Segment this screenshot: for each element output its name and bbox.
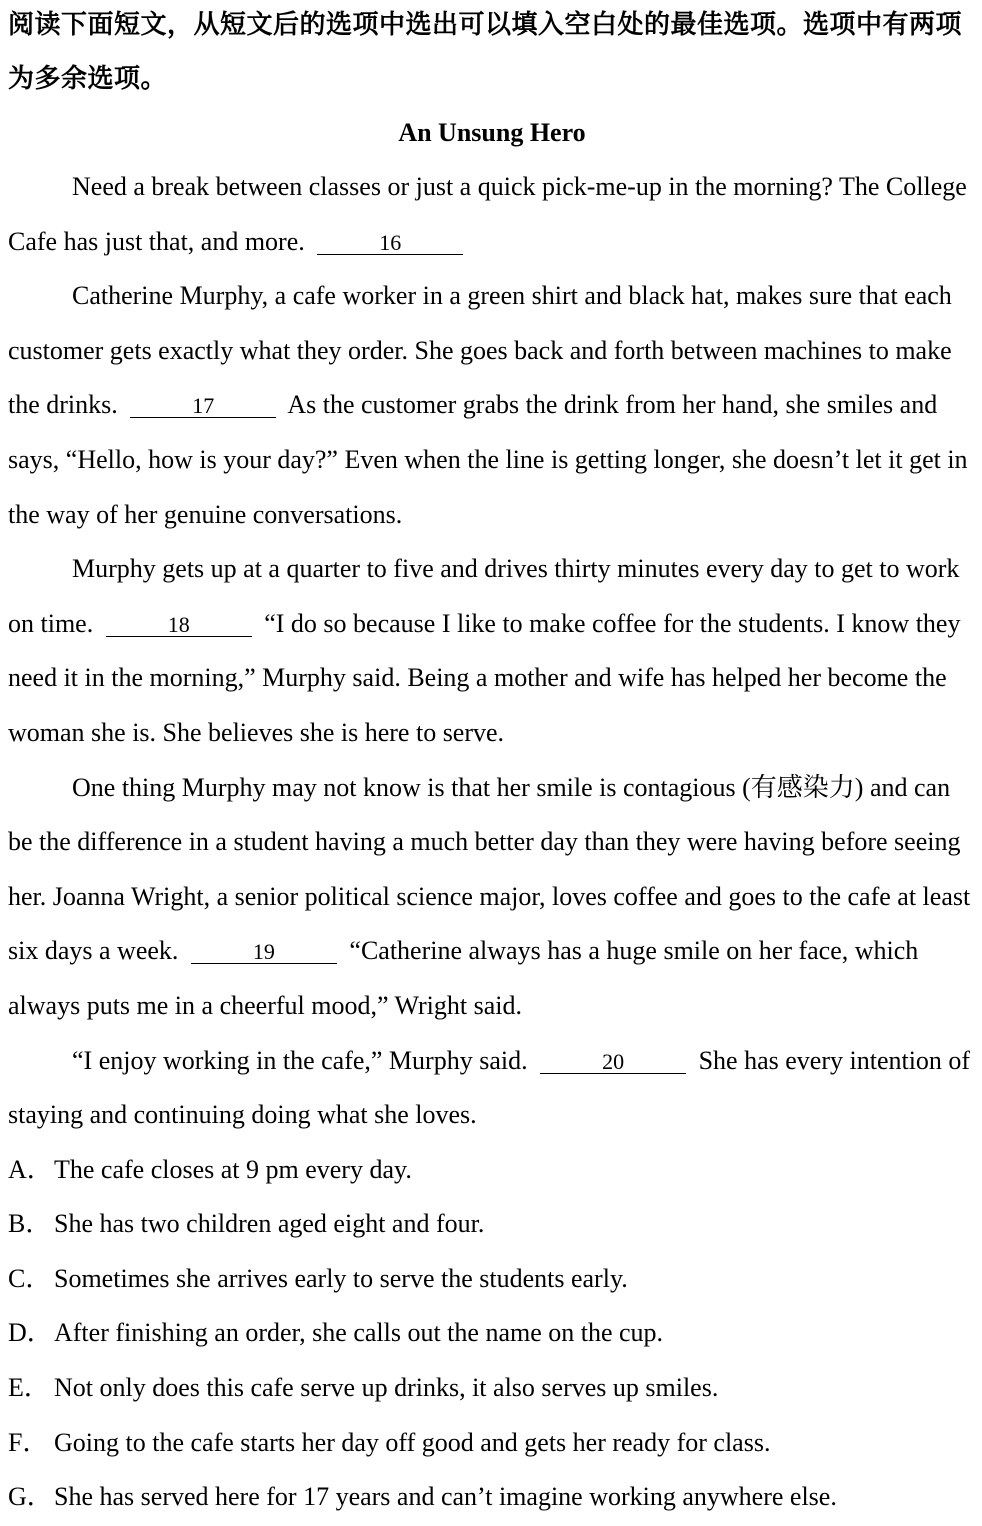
option-d-text: After finishing an order, she calls out the name on the cup. [54,1318,664,1348]
option-e-text: Not only does this cafe serve up drinks, it also serves up smiles. [54,1373,719,1403]
paragraph-5-text-b: She has every intention of staying and continuing doing what she loves. [8,1045,971,1130]
option-d-letter: D． [8,1318,53,1348]
paragraph-2-text-b: As the customer grabs the drink from her hand, she smiles and says, “Hello, how is your day?” Even when the line is getting longer, she doesn’t let it get in the way of her genuine conversations. [8,390,968,529]
instruction-text: 阅读下面短文，从短文后的选项中选出可以填入空白处的最佳选项。选项中有两项为多余选项。 [8,10,963,94]
paragraph-1 [8,160,976,269]
option-d [8,1306,976,1361]
option-g [8,1470,976,1525]
blank-16: 16 [317,232,463,255]
option-b-letter: B． [8,1209,52,1239]
paragraph-5 [8,1034,976,1143]
paragraph-2-text-a: Catherine Murphy, a cafe worker in a green shirt and black hat, makes sure that each customer gets exactly what they order. She goes back and forth between machines to make the drinks. [8,281,952,420]
paragraph-3-text-a: Murphy gets up at a quarter to five and drives thirty minutes every day to get to work on time. [8,554,960,638]
option-a-text: The cafe closes at 9 pm every day. [54,1154,412,1184]
option-e [8,1361,976,1416]
paragraph-3-text-b: “I do so because I like to make coffee for the students. I know they need it in the morning,” Murphy said. Being a mother and wife has helped her become the woman she is. She believes she is here to serve. [8,608,961,747]
option-g-text: She has served here for 17 years and can’t imagine working anywhere else. [54,1482,837,1512]
option-f-text: Going to the cafe starts her day off good and gets her ready for class. [54,1427,771,1457]
blank-19: 19 [191,941,337,964]
option-a-letter: A． [8,1154,53,1184]
paragraph-1-text: Need a break between classes or just a quick pick-me-up in the morning? The College Cafe has just that, and more. [8,172,967,256]
blank-20: 20 [540,1051,686,1074]
passage-title: An Unsung Hero [398,118,586,147]
blank-17: 17 [130,395,276,418]
paragraph-4 [8,761,976,1034]
option-c-text: Sometimes she arrives early to serve the students early. [54,1263,628,1293]
paragraph-4-text-a: One thing Murphy may not know is that her smile is contagious (有感染力) and can be the difference in a student having a much better day than they were having before seeing her. Joanna Wright, a senior political science major, loves coffee and goes to the cafe at least six days a week. [8,772,971,966]
blank-18: 18 [106,614,252,637]
option-f-letter: F． [8,1427,49,1457]
document-page [8,0,976,1525]
option-b-text: She has two children aged eight and four. [54,1209,485,1239]
option-e-letter: E． [8,1373,50,1403]
option-b [8,1197,976,1252]
paragraph-5-text-a: “I enjoy working in the cafe,” Murphy said. [72,1045,528,1075]
option-f [8,1416,976,1471]
paragraph-2 [8,269,976,542]
option-c-letter: C． [8,1263,52,1293]
option-g-letter: G． [8,1482,53,1512]
options-list [8,1143,976,1525]
option-a [8,1143,976,1198]
paragraph-4-text-b: “Catherine always has a huge smile on her face, which always puts me in a cheerful mood,” Wright said. [8,936,919,1020]
paragraph-3 [8,542,976,760]
option-c [8,1252,976,1307]
